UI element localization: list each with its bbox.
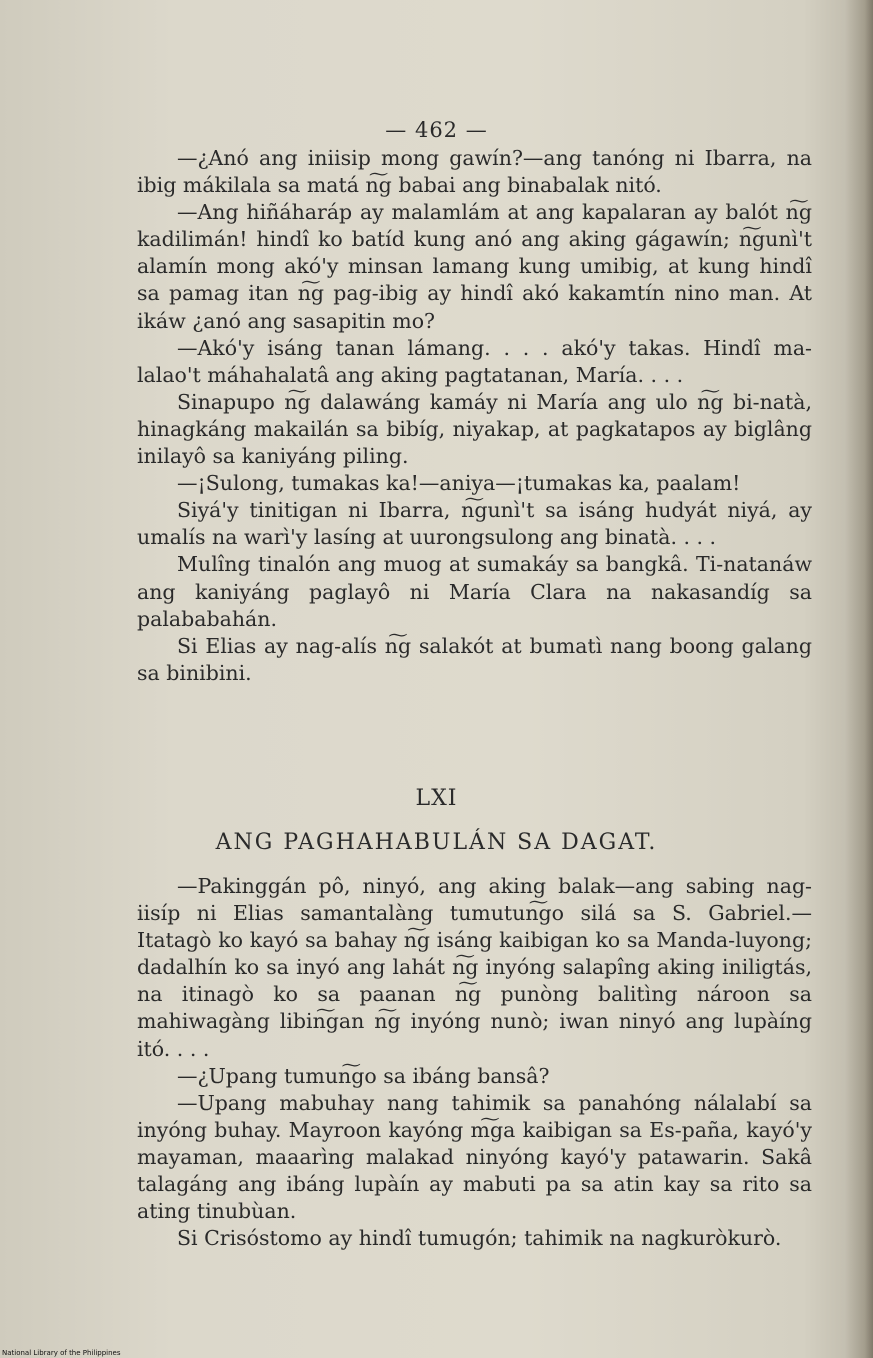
paragraph: —Pakinggán pô, ninyó, ang aking balak—ang sabing nag-iisíp ni Elias samantalàng tumutun͠go silá sa S. Gabriel.— Itatagò ko kayó sa bahay n͠g isáng kaibigan ko sa Manda-luyong; dadalhín ko sa inyó ang lahát n͠g inyóng salapîng aking iniligtás, na itinagò ko sa paanan n͠g punòng balitìng nároon sa mahiwagàng libin͠gan n͠g inyóng nunò; iwan ninyó ang lupàíng itó. . . . (137, 874, 812, 1061)
chapter-number: LXI (415, 786, 458, 811)
paragraph: —Ang hiñáharáp ay malamlám at ang kapalaran ay balót n͠g kadilimán! hindî ko batíd kung anó ang aking gágawín; n͠gunì't alamín mong akó'y minsan lamang kung umibig, at kung hindî sa pamag itan n͠g pag-ibig ay hindî akó kakamtín nino man. At ikáw ¿anó ang sasapitin mo? (137, 200, 812, 333)
paragraph: Mulîng tinalón ang muog at sumakáy sa bangkâ. Ti-natanáw ang kaniyáng paglayô ni María Clara na nakasandíg sa palababahán. (137, 552, 812, 631)
paragraph: —¿Anó ang iniisip mong gawín?—ang tanóng ni Ibarra, na ibig mákilala sa matá n͠g babai ang binabalak nitó. (137, 146, 812, 198)
paragraph: —¡Sulong, tumakas ka!—aniya—¡tumakas ka, paalam! (177, 471, 741, 496)
section-before-chapter (137, 145, 812, 687)
library-watermark: National Library of the Philippines (2, 1349, 121, 1357)
paragraph: Si Crisóstomo ay hindî tumugón; tahimik na nagkuròkurò. (177, 1226, 782, 1251)
chapter-body (137, 873, 812, 1252)
page-edge-shadow (845, 0, 873, 1358)
paragraph: —Upang mabuhay nang tahimik sa panahóng nálalabí sa inyóng buhay. Mayroon kayóng m͠ga kaibigan sa Es-paña, kayó'y mayaman, maaarìng malakad ninyóng kayó'y patawarin. Sakâ talagáng ang ibáng lupàín ay mabuti pa sa atin kay sa rito sa ating tinubùan. (137, 1090, 812, 1224)
page-number: — 462 — (385, 118, 488, 142)
paragraph: Sinapupo n͠g dalawáng kamáy ni María ang ulo n͠g bi-natà, hinagkáng makailán sa bibíg, niyakap, at pagkatapos ay biglâng inilayô sa kaniyáng piling. (137, 389, 812, 469)
paragraph: —Akó'y isáng tanan lámang. . . . akó'y takas. Hindî ma-lalao't máhahalatâ ang aking pagtatanan, María. . . . (137, 335, 812, 387)
chapter-title: ANG PAGHAHABULÁN SA DAGAT. (215, 830, 658, 855)
paragraph: Si Elias ay nag-alís n͠g salakót at bumatì nang boong galang sa binibini. (137, 633, 812, 685)
paragraph: —¿Upang tumun͠go sa ibáng bansâ? (177, 1063, 550, 1088)
paragraph: Siyá'y tinitigan ni Ibarra, n͠gunì't sa isáng hudyát niyá, ay umalís na warì'y lasíng at uurongsulong ang binatà. . . . (137, 498, 812, 550)
